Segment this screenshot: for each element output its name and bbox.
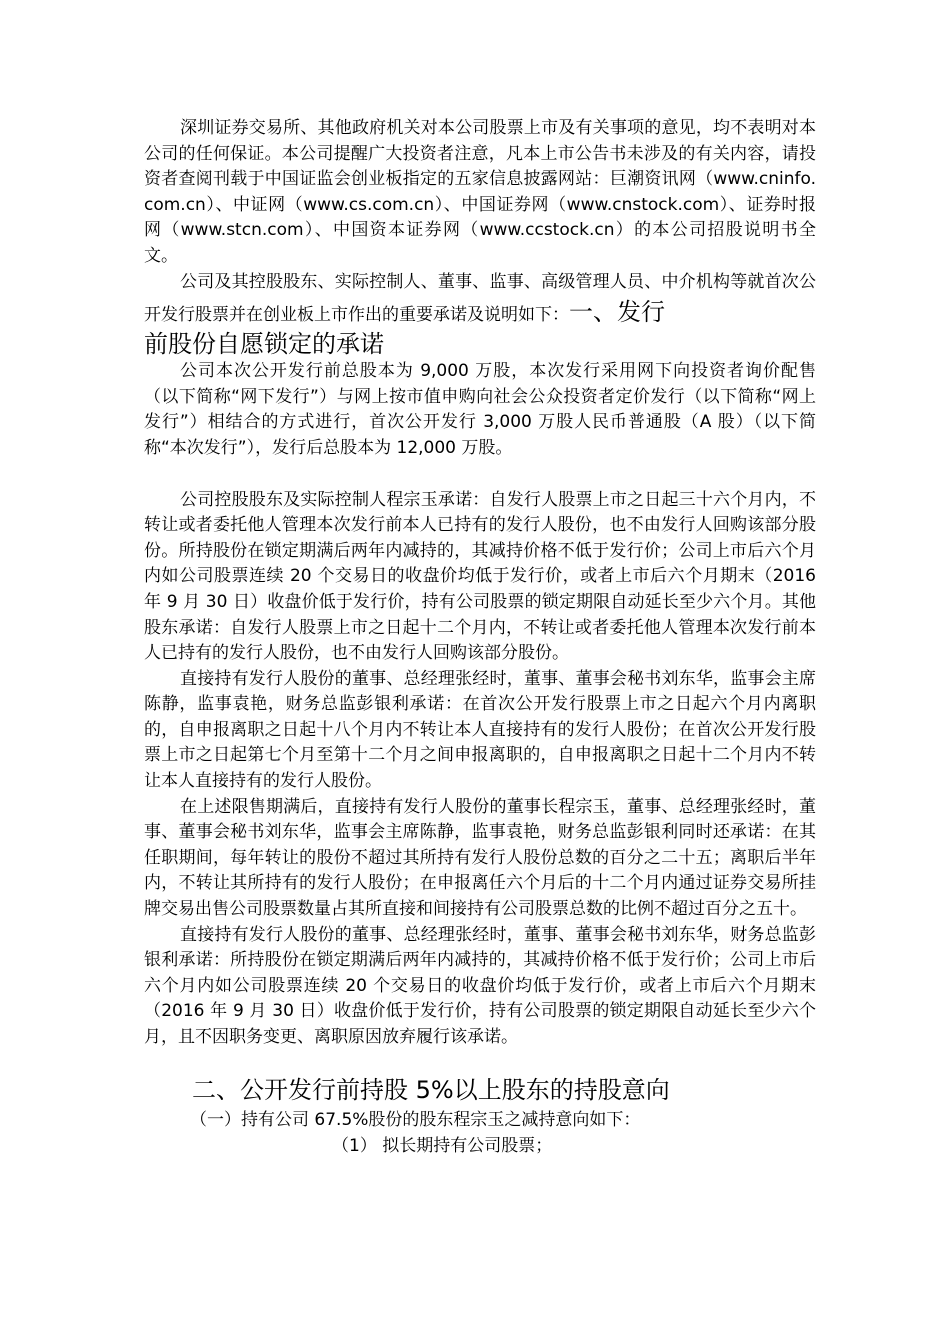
subsection-heading: （一）持有公司 67.5%股份的股东程宗玉之减持意向如下： bbox=[190, 1109, 641, 1130]
paragraph-controlling-shareholder: 公司控股股东及实际控制人程宗玉承诺：自发行人股票上市之日起三十六个月内，不转让或者委托他人管理本次发行前本人已持有的发行人股份，也不由发行人回购该部分股份。所持股份在锁定期满后两年内减持的，其减持价格不低于发行价；公司上市后六个月内如公司股票连续 20 个交易日的收盘价均低于发行价，或者上市后六个月期末（2016 年 9 月 30 日）收盘价低于发行价，持有公司股票的锁定期限自动延长至少六个月。其他股东承诺：自发行人股票上市之日起十二个月内，不转让或者委托他人管理本次发行前本人已持有的发行人股份，也不由发行人回购该部分股份。 bbox=[144, 489, 816, 664]
section-heading-2: 二、公开发行前持股 5%以上股东的持股意向 bbox=[192, 1075, 670, 1104]
paragraph-directors-resignation: 直接持有发行人股份的董事、总经理张经时，董事、董事会秘书刘东华，监事会主席陈静，监事袁艳，财务总监彭银利承诺：在首次公开发行股票上市之日起六个月内离职的，自申报离职之日起十八个月内不转让本人直接持有的发行人股份；在首次公开发行股票上市之日起第七个月至第十二个月之间申报离职的，自申报离职之日起十二个月内不转让本人直接持有的发行人股份。 bbox=[144, 668, 816, 792]
commitments-intro-text: 公司及其控股股东、实际控制人、董事、监事、高级管理人员、中介机构等就首次公开发行股票并在创业板上市作出的重要承诺及说明如下： bbox=[144, 271, 816, 326]
paragraph-transfer-limits: 在上述限售期满后，直接持有发行人股份的董事长程宗玉，董事、总经理张经时，董事、董事会秘书刘东华，监事会主席陈静，监事袁艳，财务总监彭银利同时还承诺：在其任职期间，每年转让的股份不超过其所持有发行人股份总数的百分之二十五；离职后半年内，不转让其所持有的发行人股份；在申报离任六个月后的十二个月内通过证券交易所挂牌交易出售公司股票数量占其所直接和间接持有公司股票总数的比例不超过百分之五十。 bbox=[144, 796, 816, 920]
paragraph-reduction-price: 直接持有发行人股份的董事、总经理张经时，董事、董事会秘书刘东华，财务总监彭银利承诺：所持股份在锁定期满后两年内减持的，其减持价格不低于发行价；公司上市后六个月内如公司股票连续 20 个交易日的收盘价均低于发行价，或者上市后六个月期末（2016 年 9 月 30 日）收盘价低于发行价，持有公司股票的锁定期限自动延长至少六个月，且不因职务变更、离职原因放弃履行该承诺。 bbox=[144, 924, 816, 1047]
blank-line bbox=[144, 462, 816, 488]
paragraph-disclaimer: 深圳证券交易所、其他政府机关对本公司股票上市及有关事项的意见，均不表明对本公司的任何保证。本公司提醒广大投资者注意，凡本上市公告书未涉及的有关内容，请投资者查阅刊载于中国证监会创业板指定的五家信息披露网站：巨潮资讯网（www.cninfo.com.cn）、中证网（www.cs.com.cn）、中国证券网（www.cnstock.com）、证券时报网（www.stcn.com）、中国资本证券网（www.ccstock.cn）的本公司招股说明书全文。 bbox=[144, 118, 816, 266]
document-page bbox=[144, 116, 816, 1159]
section-heading-1-part1: 一、发行 bbox=[569, 298, 665, 327]
paragraph-commitments-intro bbox=[144, 270, 816, 330]
list-item: （1） 拟长期持有公司股票； bbox=[332, 1135, 553, 1156]
paragraph-share-capital: 公司本次公开发行前总股本为 9,000 万股，本次发行采用网下向投资者询价配售（以下简称“网下发行”）与网上按市值申购向社会公众投资者定价发行（以下简称“网上发行”）相结合的方式进行，首次公开发行 3,000 万股人民币普通股（A 股）（以下简称“本次发行”），发行后总股本为 12,000 万股。 bbox=[144, 361, 816, 458]
section-heading-1-part2: 前股份自愿锁定的承诺 bbox=[144, 330, 384, 359]
